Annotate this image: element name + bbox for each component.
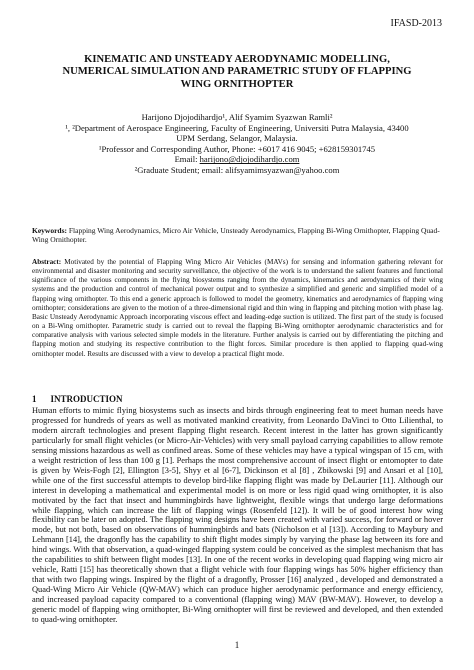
- introduction-text: Human efforts to mimic flying biosystems such as insects and birds through engineering feat to meet human needs have progressed for hundreds of years as well as motivated mankind creativity, from Leonardo DaVinci to Otto Lilienthal, to modern aircraft technologies and present flapping flight research. Recent interest in the latter has grown significantly particularly for small flight vehicles (or Micro-Air-Vehicles) with very small payload carrying capabilities to allow remote sensing missions hazardous as well as confined areas. Some of these vehicles may have a typical wingspan of 15 cm, with a weight restriction of less than 100 g [1]. Perhaps the most comprehensive account of insect flight or entomopter to date is given by Weis-Fogh [2], Ellington [3-5], Shyy et al [6-7], Dickinson et al [8] , Zbikowski [9] and Ansari et al [10], while one of the first successful attempts to develop bird-like flapping flight was made by DeLaurier [11]. Although our interest in developing a mathematical and experimental model is on more or less rigid quad wing ornithopter, it is also motivated by the fact that insect and hummingbirds have lightweight, flexible wings that undergo large deformations while flapping, which can increase the lift of flapping wings (Rosenfeld [12]). It will be of good interest how wing flexibility can be later on adopted. The flapping wing designs have been created with varied success, for forward or hover mode, but not both, based on observations of hummingbirds and bats (Nicholson et al [13]). According to Maybury and Lehmann [14], the dragonfly has the capability to shift flight modes simply by varying the phase lag between its fore and hind wings. With that observation, a quad-winged flapping system could be conceived as the simplest mechanism that has the capabilities to shift between flight modes [13]. In one of the recent works in developing quad flapping wing micro air vehicle, Ratti [15] has theoretically shown that a flight vehicle with four flapping wings has 50% higher efficiency than that with two flapping wings. Inspired by the flight of a dragonfly, Prosser [16] analyzed , developed and demonstrated a Quad-Wing Micro Air Vehicle (QW-MAV) which can produce higher aerodynamic performance and energy efficiency, and increased payload capacity compared to a conventional (flapping wing) MAV (BW-MAV). However, to develop a generic model of flapping wing ornithopter, Bi-Wing ornithopter will first be reviewed and developed, and then extended to quad-wing ornithopter.: [32, 406, 443, 625]
- corresponding-author: ¹Professor and Corresponding Author, Phone: +6017 416 9045; +628159301745: [98, 143, 376, 154]
- author-block: [40, 112, 434, 176]
- page-number: 1: [234, 640, 240, 650]
- conference-header: IFASD-2013: [390, 18, 442, 29]
- abstract-label: Abstract:: [32, 258, 62, 266]
- abstract: [32, 258, 443, 359]
- abstract-text: Motivated by the potential of Flapping Wing Micro Air Vehicles (MAVs) for sensing and information gathering relevant for environmental and disaster monitoring and security surveillance, the objective of the work is to understand the salient features and functional significance of the various components in the flying biosystems ranging from the dynamics, kinematics and aerodynamics of their wing systems and the production and control of mechanical power output and to synthesize a simplified and generic and simplified model of a flapping wing ornithopter. To this end a generic approach is followed to model the geometry, kinematics and aerodynamics of flapping wing ornithopter; considerations are given to the motion of a three-dimensional rigid and thin wing in flapping and pitching motion with phase lag. Basic Unsteady Aerodynamic Approach incorporating viscous effect and leading-edge suction is utilized. The first part of the study is focused on a Bi-Wing ornithopter. Parametric study is carried out to reveal the flapping Bi-Wing ornithopter aerodynamic characteristics and for comparative analysis with various selected simple models in the literature. Further analysis is carried out by differentiating the pitching and flapping motion and studying its respective contribution to the flight forces. Similar procedure is then applied to flapping quad-wing ornithopter model. Results are discussed with a view to develop a practical flight mode.: [32, 258, 443, 358]
- section-heading-introduction: [32, 394, 123, 404]
- affiliation-line-2: UPM Serdang, Selangor, Malaysia.: [176, 133, 298, 144]
- affiliation-line-1: ¹, ²Department of Aerospace Engineering, Faculty of Engineering, Universiti Putra Malaysia, 43400: [65, 122, 409, 133]
- graduate-student-line: ²Graduate Student; email: alifsyamimsyazwan@yahoo.com: [134, 164, 340, 175]
- keywords-text: Flapping Wing Aerodynamics, Micro Air Vehicle, Unsteady Aerodynamics, Flapping Bi-Wing Ornithopter, Flapping Quad-Wing Ornithopter.: [32, 226, 440, 245]
- keywords: [32, 226, 443, 245]
- email-label: Email:: [174, 154, 200, 165]
- section-title: INTRODUCTION: [50, 394, 123, 404]
- paper-title: KINEMATIC AND UNSTEADY AERODYNAMIC MODELLING, NUMERICAL SIMULATION AND PARAMETRIC STUDY OF FLAPPING WING ORNITHOPTER: [62, 54, 412, 90]
- email-line: [40, 154, 434, 165]
- section-number: 1: [32, 394, 37, 404]
- email-link[interactable]: harijono@djojodihardjo.com: [199, 154, 300, 165]
- keywords-label: Keywords:: [32, 226, 67, 235]
- author-names: Harijono Djojodihardjo¹, Alif Syamim Syazwan Ramli²: [141, 112, 333, 122]
